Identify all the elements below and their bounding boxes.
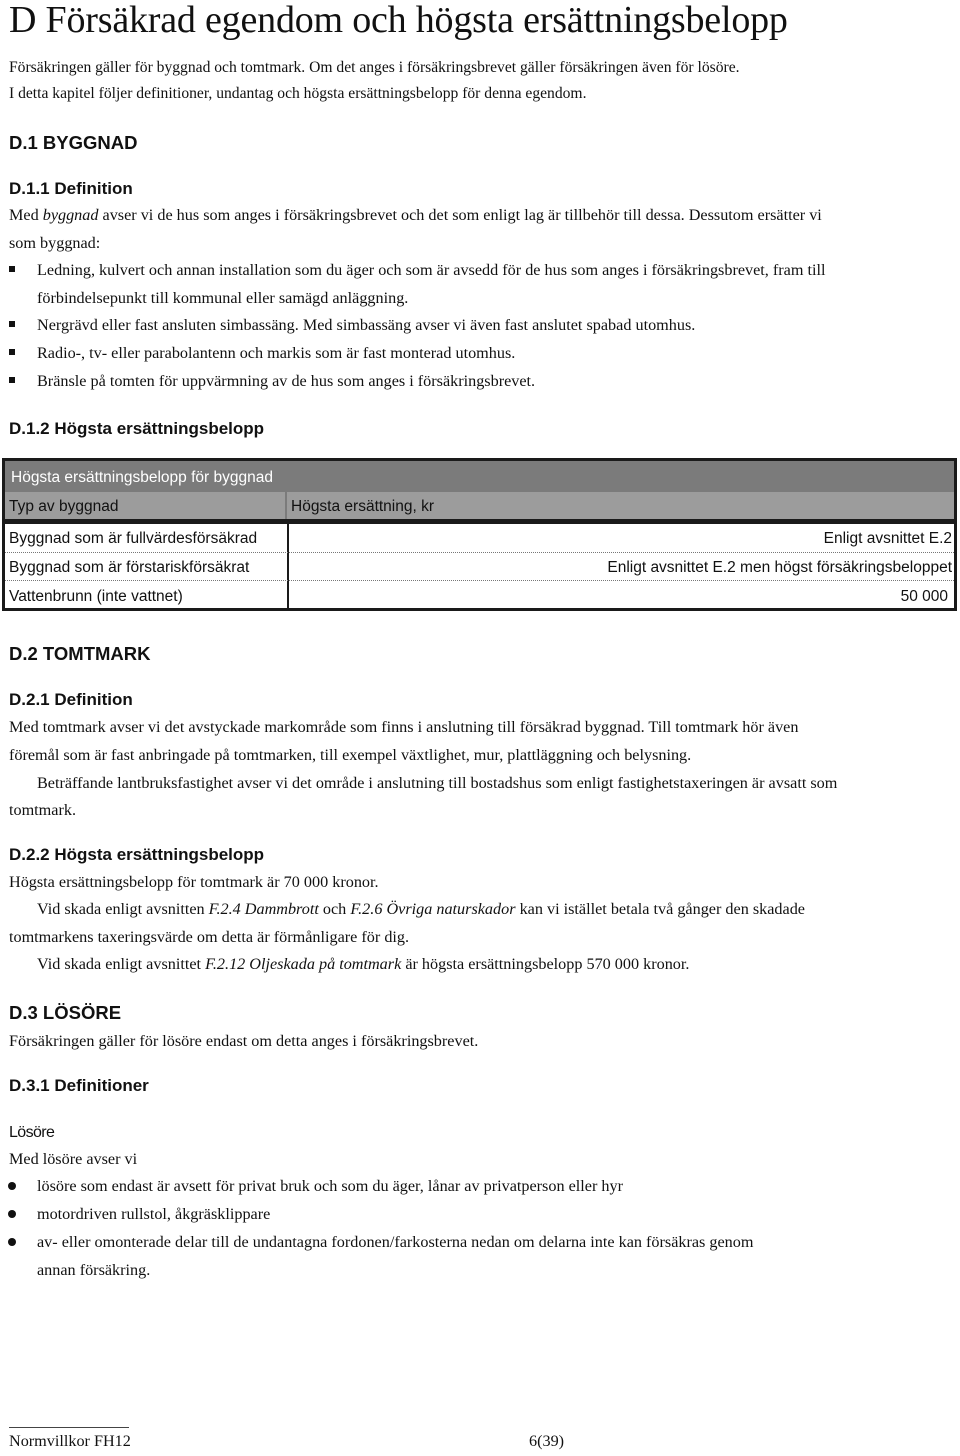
table-row-3-value: 50 000 [900, 588, 948, 605]
table-header-type [5, 492, 285, 519]
d3-lead: Med lösöre avser vi [9, 1150, 138, 1168]
table-header [5, 492, 954, 519]
bullet-marker [8, 1210, 16, 1218]
d1-definition-line-1 [9, 205, 822, 225]
section-d3-1-title: D.3.1 Definitioner [9, 1076, 149, 1095]
footer-page-number: 6(39) [529, 1432, 565, 1450]
row-divider [5, 552, 954, 553]
table-title: Högsta ersättningsbelopp för byggnad [11, 469, 273, 486]
table-row-2-value: Enligt avsnittet E.2 men högst försäkringsbeloppet [607, 559, 952, 576]
d3-bullet-3: av- eller omonterade delar till de undantagna fordonen/farkosterna nedan om delarna inte kan försäkras genom [37, 1233, 754, 1251]
d3-subhead: Lösöre [9, 1124, 55, 1141]
d2-max-line-2-a: Vid skada enligt avsnitten [37, 900, 209, 918]
footer-doc-name: Normvillkor FH12 [9, 1432, 131, 1450]
d1-bullet-1-cont: förbindelsepunkt till kommunal eller samägd anläggning. [37, 289, 409, 307]
d1-def-post: avser vi de hus som anges i försäkringsbrevet och det som enligt lag är tillbehör till dessa. Dessutom ersätter vi [98, 206, 822, 224]
d2-max-line-3: tomtmarkens taxeringsvärde om detta är förmånligare för dig. [9, 928, 410, 946]
d2-ref-naturskador: F.2.6 Övriga naturskador [350, 900, 516, 918]
bullet-marker [9, 377, 15, 383]
d1-def-pre: Med [9, 206, 43, 224]
d2-definition-line-1: Med tomtmark avser vi det avstyckade markområde som finns i anslutning till försäkrad byggnad. Till tomtmark hör även [9, 718, 799, 736]
d2-ref-dammbrott: F.2.4 Dammbrott [208, 900, 319, 918]
section-d1-2-title: D.1.2 Högsta ersättningsbelopp [9, 419, 265, 438]
bullet-marker [9, 266, 15, 272]
table-body [5, 524, 954, 608]
table-row-1-value: Enligt avsnittet E.2 [823, 530, 952, 547]
table-title-bar [5, 461, 954, 492]
d3-bullet-2: motordriven rullstol, åkgräsklippare [37, 1205, 271, 1223]
d2-max-line-2 [37, 899, 805, 919]
section-d2-1-title: D.2.1 Definition [9, 690, 133, 709]
header-label-type: Typ av byggnad [9, 498, 119, 515]
d2-definition-line-2: föremål som är fast anbringade på tomtmarken, till exempel växtlighet, mur, plattläggning och belysning. [9, 746, 692, 764]
max-compensation-table [2, 458, 957, 611]
column-divider [287, 524, 289, 608]
d2-definition-line-3: Beträffande lantbruksfastighet avser vi det område i anslutning till bostadshus som enligt fastighetstaxeringen är avsatt som [37, 774, 838, 792]
bullet-marker [8, 1182, 16, 1190]
table-row-1-type: Byggnad som är fullvärdesförsäkrad [9, 530, 258, 547]
d1-definition-line-2: som byggnad: [9, 234, 101, 252]
row-divider [5, 580, 954, 581]
d3-intro: Försäkringen gäller för lösöre endast om detta anges i försäkringsbrevet. [9, 1032, 479, 1050]
d2-max-line-4-a: Vid skada enligt avsnittet [37, 955, 206, 973]
d2-max-line-4 [37, 954, 689, 974]
section-d1-1-title: D.1.1 Definition [9, 179, 133, 198]
footer-rule [9, 1427, 129, 1428]
bullet-marker [9, 321, 15, 327]
d2-ref-oljeskada: F.2.12 Oljeskada på tomtmark [205, 955, 402, 973]
d1-bullet-3: Radio-, tv- eller parabolantenn och markis som är fast monterad utomhus. [37, 344, 516, 362]
intro-line-2: I detta kapitel följer definitioner, undantag och högsta ersättningsbelopp för denna egendom. [9, 85, 587, 102]
d1-bullet-4: Bränsle på tomten för uppvärmning av de hus som anges i försäkringsbrevet. [37, 372, 536, 390]
bullet-marker [8, 1238, 16, 1246]
bullet-marker [9, 349, 15, 355]
d2-max-line-2-c: och [318, 900, 351, 918]
d2-max-line-4-c: är högsta ersättningsbelopp 570 000 kronor. [401, 955, 690, 973]
section-d2-title: D.2 TOMTMARK [9, 643, 151, 664]
table-row-2-type: Byggnad som är förstariskförsäkrat [9, 559, 250, 576]
d1-bullet-2: Nergrävd eller fast ansluten simbassäng. Med simbassäng avser vi även fast anslutet spabad utomhus. [37, 316, 696, 334]
d2-max-line-1: Högsta ersättningsbelopp för tomtmark är 70 000 kronor. [9, 873, 379, 891]
table-row-3-type: Vattenbrunn (inte vattnet) [9, 588, 183, 605]
section-d2-2-title: D.2.2 Högsta ersättningsbelopp [9, 845, 265, 864]
section-d3-title: D.3 LÖSÖRE [9, 1002, 122, 1023]
d2-max-line-2-e: kan vi istället betala två gånger den skadade [515, 900, 805, 918]
intro-line-1: Försäkringen gäller för byggnad och tomtmark. Om det anges i försäkringsbrevet gäller försäkringen även för lösöre. [9, 59, 740, 76]
section-d1-title: D.1 BYGGNAD [9, 132, 138, 153]
page-title: D Försäkrad egendom och högsta ersättningsbelopp [9, 0, 788, 41]
d3-bullet-1: lösöre som endast är avsett för privat bruk och som du äger, lånar av privatperson eller hyr [37, 1177, 623, 1195]
d2-definition-line-4: tomtmark. [9, 801, 76, 819]
d1-bullet-1: Ledning, kulvert och annan installation som du äger och som är avsedd för de hus som anges i försäkringsbrevet, fram till [37, 261, 826, 279]
d1-def-italic: byggnad [42, 206, 99, 224]
header-label-amount: Högsta ersättning, kr [291, 498, 435, 515]
d3-bullet-3-cont: annan försäkring. [37, 1261, 151, 1279]
table-header-amount [287, 492, 954, 519]
